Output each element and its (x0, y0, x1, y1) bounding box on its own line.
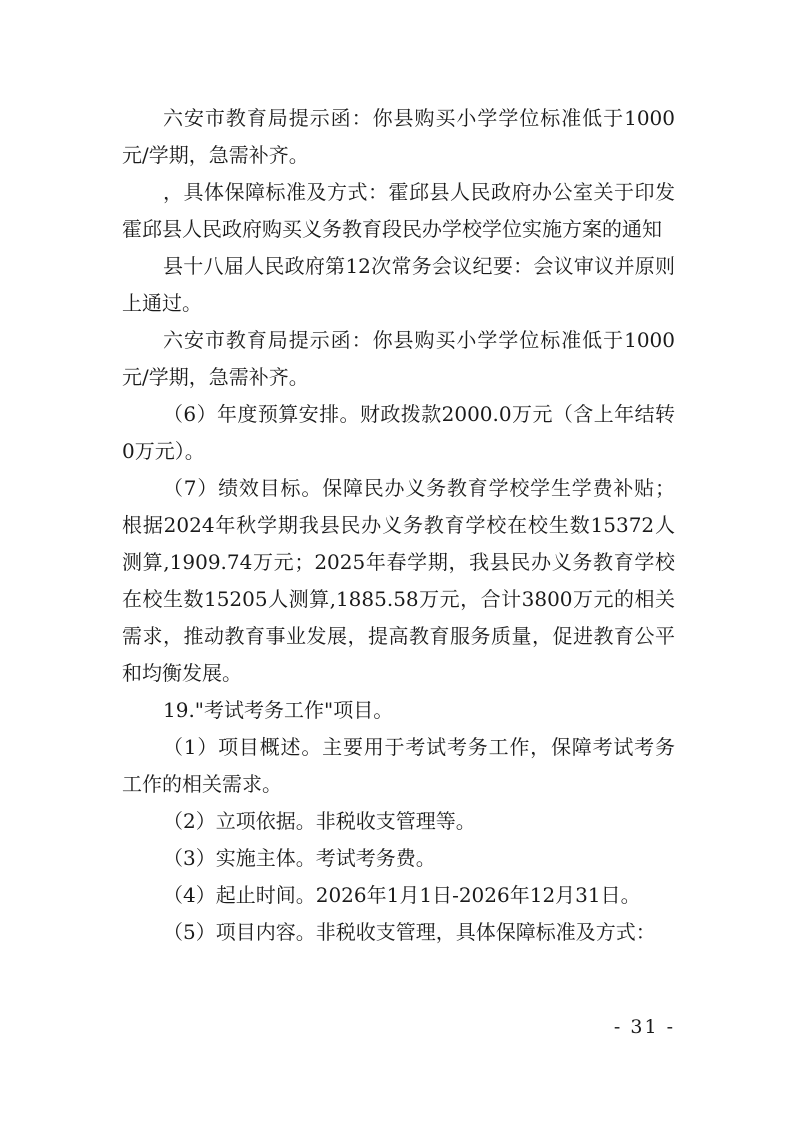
paragraph-tip-letter-1: 六安市教育局提示函：你县购买小学学位标准低于1000元/学期，急需补齐。 (122, 106, 675, 167)
paragraph-project-content: （5）项目内容。非税收支管理，具体保障标准及方式： (163, 920, 656, 944)
paragraph-project-overview: （1）项目概述。主要用于考试考务工作，保障考试考务工作的相关需求。 (122, 735, 675, 796)
paragraph-project-heading: 19."考试考务工作"项目。 (163, 698, 394, 722)
paragraph-project-basis: （2）立项依据。非税收支管理等。 (163, 809, 476, 833)
paragraph-performance-goal: （7）绩效目标。保障民办义务教育学校学生学费补贴；根据2024年秋学期我县民办义务教育学校在校生数15372人测算,1909.74万元；2025年春学期，我县民办义务教育学校在校生数15205人测算,1885.58万元，合计3800万元的相关需求，推动教育事业发展，提高教育服务质量，促进教育公平和均衡发展。 (122, 476, 675, 685)
page-number: - 31 - (613, 1016, 675, 1038)
paragraph-implementing-body: （3）实施主体。考试考务费。 (163, 846, 436, 870)
paragraph-time-period: （4）起止时间。2026年1月1日-2026年12月31日。 (163, 883, 641, 907)
document-body (122, 100, 675, 951)
paragraph-meeting-minutes: 县十八届人民政府第12次常务会议纪要：会议审议并原则上通过。 (122, 254, 675, 315)
paragraph-tip-letter-2: 六安市教育局提示函：你县购买小学学位标准低于1000元/学期，急需补齐。 (122, 328, 675, 389)
paragraph-standard-method: ，具体保障标准及方式：霍邱县人民政府办公室关于印发霍邱县人民政府购买义务教育段民办学校学位实施方案的通知 (122, 180, 675, 241)
paragraph-annual-budget: （6）年度预算安排。财政拨款2000.0万元（含上年结转0万元）。 (122, 402, 675, 463)
